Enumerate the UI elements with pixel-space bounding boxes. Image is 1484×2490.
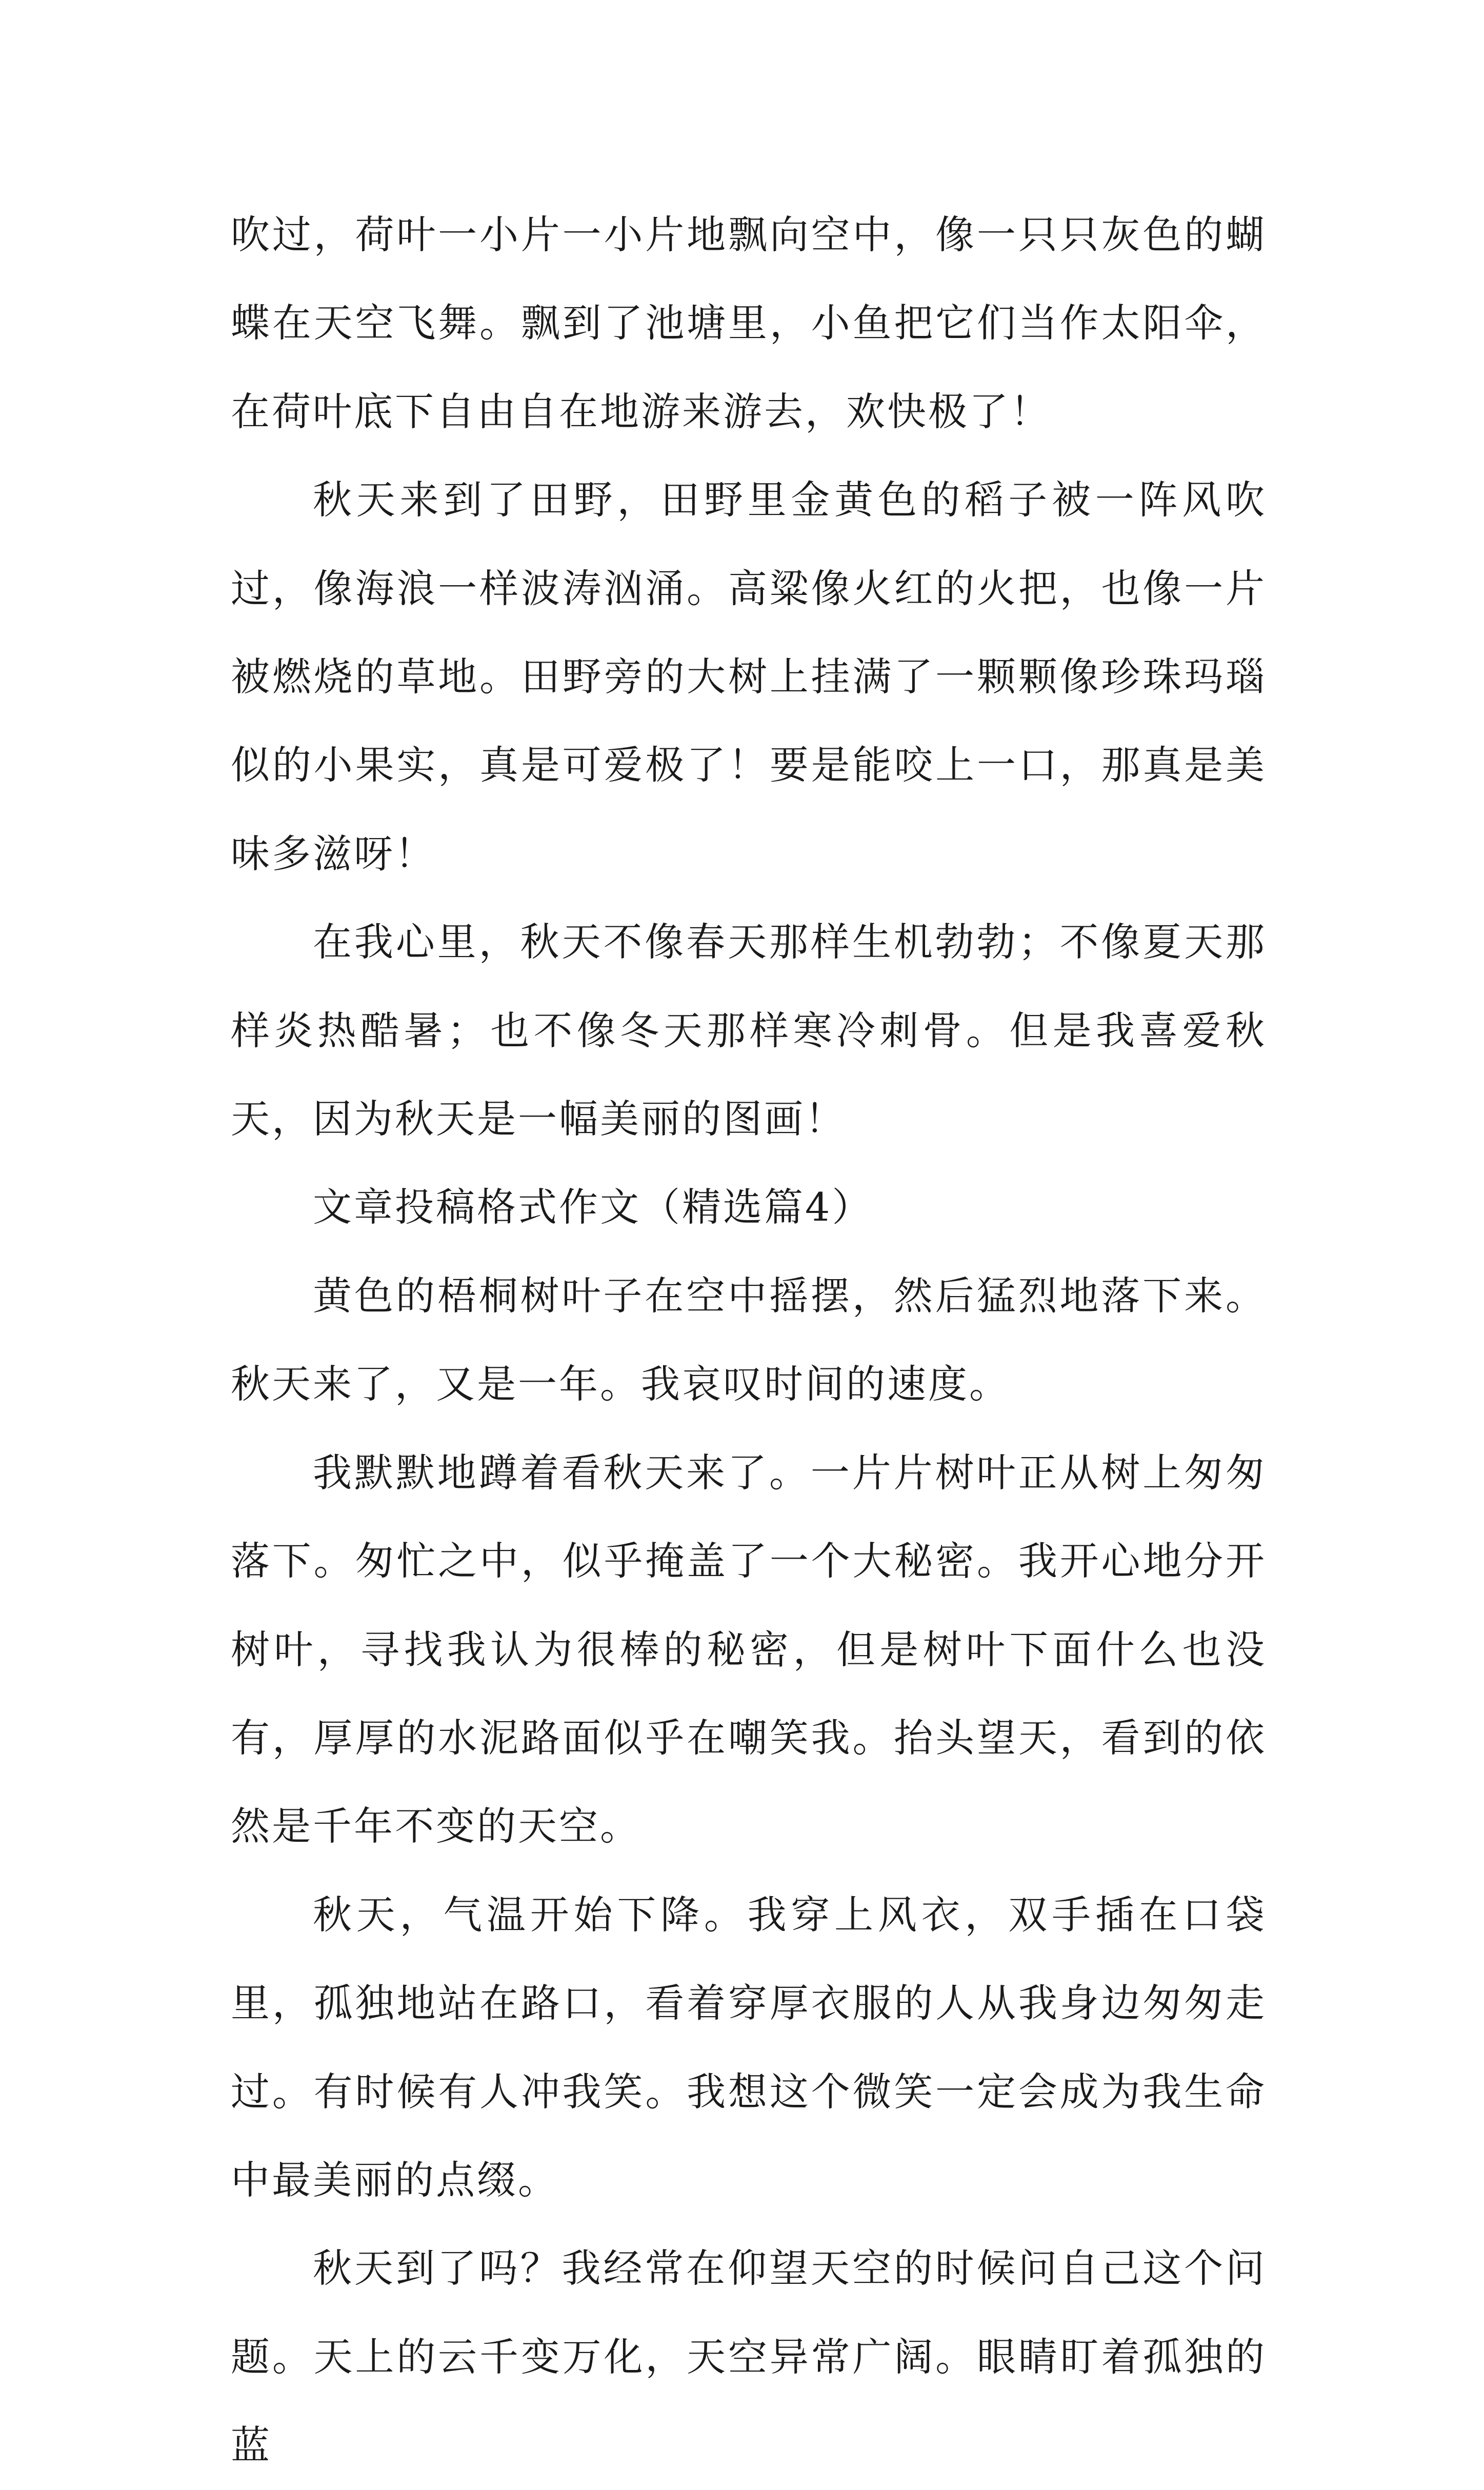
paragraph-1: 吹过，荷叶一小片一小片地飘向空中，像一只只灰色的蝴蝶在天空飞舞。飘到了池塘里，小鱼把它们当作太阳伞，在荷叶底下自由自在地游来游去，欢快极了！ [231, 212, 1267, 434]
paragraph-6: 秋天，气温开始下降。我穿上风衣，双手插在口袋里，孤独地站在路口，看着穿厚衣服的人从我身边匆匆走过。有时候有人冲我笑。我想这个微笑一定会成为我生命中最美丽的点缀。 [231, 1891, 1267, 2203]
paragraph-2: 秋天来到了田野，田野里金黄色的稻子被一阵风吹过，像海浪一样波涛汹涌。高粱像火红的火把，也像一片被燃烧的草地。田野旁的大树上挂满了一颗颗像珍珠玛瑙似的小果实，真是可爱极了！要是能咬上一口，那真是美味多滋呀！ [231, 477, 1267, 877]
paragraph-4: 黄色的梧桐树叶子在空中摇摆，然后猛烈地落下来。秋天来了，又是一年。我哀叹时间的速度。 [231, 1272, 1267, 1407]
section-heading: 文章投稿格式作文（精选篇4） [313, 1184, 873, 1230]
document-body [231, 191, 1267, 2490]
paragraph-7: 秋天到了吗？我经常在仰望天空的时候问自己这个问题。天上的云千变万化，天空异常广阔。眼睛盯着孤独的蓝 [231, 2245, 1267, 2468]
paragraph-3: 在我心里，秋天不像春天那样生机勃勃；不像夏天那样炎热酷暑；也不像冬天那样寒冷刺骨。但是我喜爱秋天，因为秋天是一幅美丽的图画！ [231, 919, 1267, 1142]
paragraph-5: 我默默地蹲着看秋天来了。一片片树叶正从树上匆匆落下。匆忙之中，似乎掩盖了一个大秘密。我开心地分开树叶，寻找我认为很棒的秘密，但是树叶下面什么也没有，厚厚的水泥路面似乎在嘲笑我。抬头望天，看到的依然是千年不变的天空。 [231, 1449, 1267, 1849]
